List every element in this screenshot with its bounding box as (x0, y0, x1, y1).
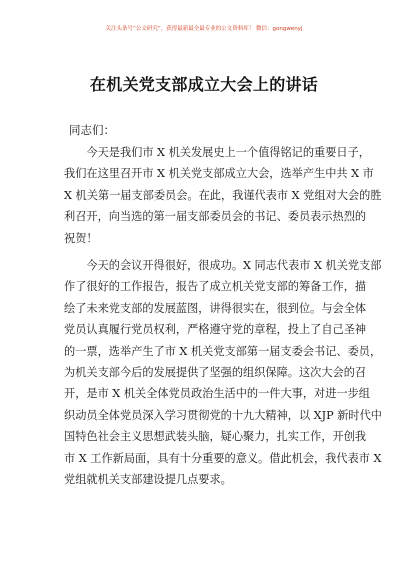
text-line: 市 X 工作新局面，具有十分重要的意义。借此机会，我代表市 X (64, 451, 382, 465)
paragraph-1 (64, 142, 382, 249)
text-line: 的一票，选举产生了市 X 机关党支部第一届支委会书记、委员， (64, 344, 382, 358)
paragraph-2 (64, 255, 382, 490)
text-line: 今天是我们市 X 机关发展史上一个值得铭记的重要日子， (64, 146, 370, 159)
text-line: 国特色社会主义思想武装头脑，疑心聚力，扎实工作，开创我 (64, 430, 367, 444)
text-line: 祝贺！ (64, 231, 98, 245)
text-line: 党员认真履行党员权利，严格遵守党的章程，投上了自己圣神 (64, 323, 367, 337)
text-line: 党组就机关支部建设提几点要求。 (64, 473, 232, 487)
header-banner: 关注头条号“公文研究”，获得最新最全最专业的公文资料库！ 微信：gongwenyj (105, 26, 303, 32)
text-line: 利召开，向当选的第一届支部委员会的书记、委员表示热烈的 (64, 210, 367, 224)
text-line: X 机关第一届支部委员会。在此，我谨代表市 X 党组对大会的胜 (64, 188, 382, 202)
text-line: 开，是市 X 机关全体党员政治生活中的一件大事，对进一步组 (64, 387, 370, 401)
document-title: 在机关党支部成立大会上的讲话 (89, 75, 319, 94)
greeting: 同志们： (69, 123, 115, 137)
text-line: 绘了未来党支部的发展蓝图，讲得很实在，很到位。与会全体 (64, 301, 367, 315)
text-line: 为机关支部今后的发展提供了坚强的组织保障。这次大会的召 (64, 366, 367, 380)
text-line: 作了很好的工作报告，报告了成立机关党支部的筹备工作，描 (64, 280, 367, 294)
text-line: 今天的会议开得很好，很成功。X 同志代表市 X 机关党支部 (64, 259, 382, 272)
text-line: 我们在这里召开市 X 机关党支部成立大会，选举产生中共 X 市 (64, 167, 374, 181)
text-line: 织动员全体党员深入学习贯彻党的十九大精神，以 XJP 新时代中 (64, 408, 382, 422)
